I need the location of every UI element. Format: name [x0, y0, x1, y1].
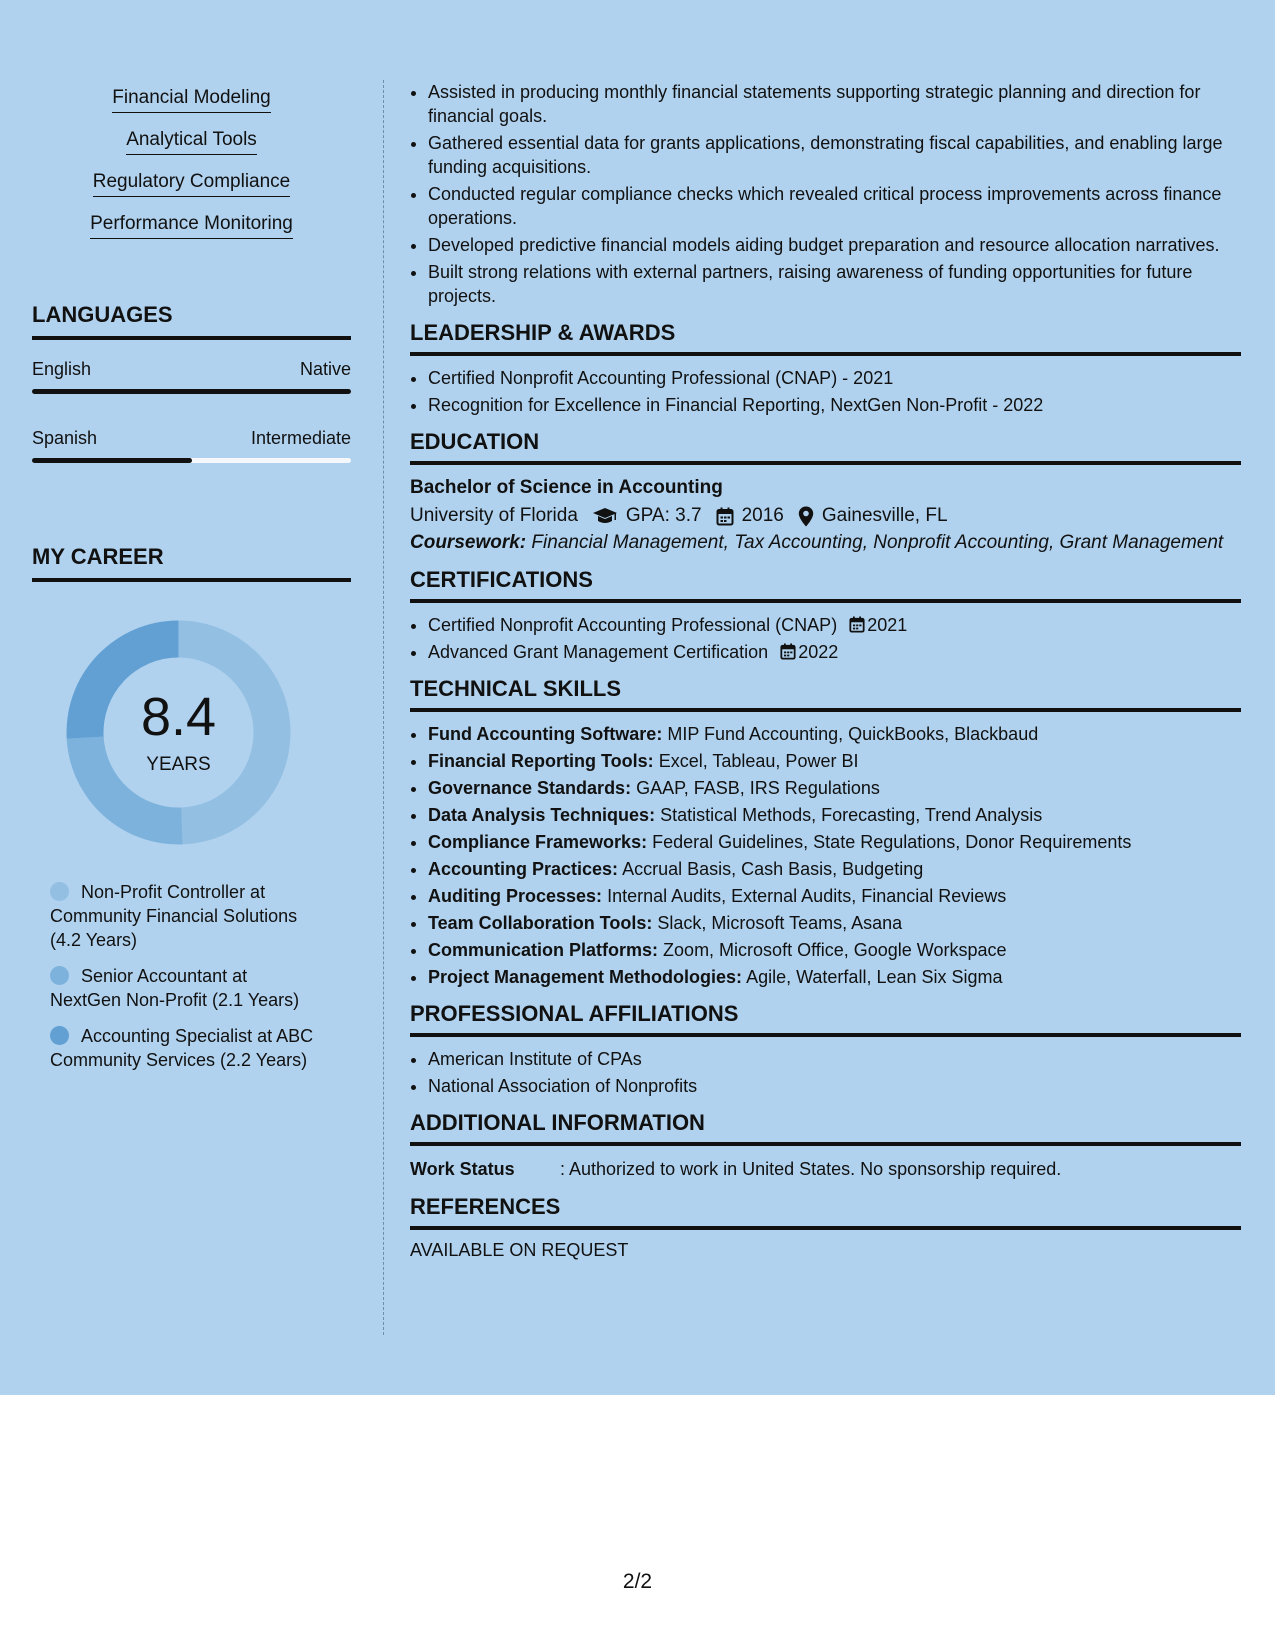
career-role-text: Accounting Specialist at ABC Community Services (2.2 Years): [50, 1026, 314, 1070]
location-pin-icon: [798, 506, 814, 527]
career-role: [50, 964, 320, 1012]
leadership-list: [410, 366, 1241, 417]
page-number: 2/2: [622, 1570, 653, 1593]
skill-value: MIP Fund Accounting, QuickBooks, Blackbaud: [667, 724, 1039, 744]
donut-segment: [67, 737, 183, 845]
career-role-text: Senior Accountant at NextGen Non-Profit (2.1 Years): [50, 966, 300, 1010]
list-item: [428, 911, 1241, 935]
skill-value: Zoom, Microsoft Office, Google Workspace: [663, 940, 1007, 960]
work-status-value: : Authorized to work in United States. No sponsorship required.: [560, 1159, 1062, 1179]
list-item: [428, 830, 1241, 854]
career-unit: YEARS: [146, 754, 211, 775]
list-item: • Built strong relations with external partners, raising awareness of funding opportunities for future projects.: [428, 260, 1241, 308]
career-donut-chart: [66, 620, 291, 845]
skill-label: Project Management Methodologies:: [428, 967, 743, 987]
language-bar-fill: [32, 389, 351, 394]
experience-bullets: [410, 80, 1241, 308]
language-bar: [32, 458, 351, 463]
language-bar: [32, 389, 351, 394]
calendar-icon: [849, 616, 865, 633]
gpa: GPA: 3.7: [625, 505, 702, 526]
skill-value: Federal Guidelines, State Regulations, Donor Requirements: [652, 832, 1132, 852]
calendar-icon: [780, 643, 796, 660]
technical-skills-list: [410, 722, 1241, 989]
career-total: 8.4: [140, 687, 217, 747]
skill-value: Excel, Tableau, Power BI: [658, 751, 859, 771]
references-text: AVAILABLE ON REQUEST: [410, 1240, 629, 1260]
language-level: Native: [299, 359, 351, 379]
calendar-icon: [716, 507, 734, 526]
list-item: [428, 965, 1241, 989]
skill-label: Fund Accounting Software:: [428, 724, 663, 744]
list-item: [428, 722, 1241, 746]
skill-label: Compliance Frameworks:: [428, 832, 648, 852]
list-item: • Recognition for Excellence in Financial Reporting, NextGen Non-Profit - 2022: [428, 393, 1241, 417]
skill-label: Data Analysis Techniques:: [428, 805, 656, 825]
certification-year: 2021: [867, 615, 908, 635]
leadership-heading: LEADERSHIP & AWARDS: [410, 320, 1241, 356]
list-item: • Conducted regular compliance checks which revealed critical process improvements across finance operations.: [428, 182, 1241, 230]
list-item: [428, 749, 1241, 773]
language-spanish: [32, 428, 351, 463]
skill-label: Governance Standards:: [428, 778, 632, 798]
references-heading: REFERENCES: [410, 1194, 1241, 1230]
language-name: Spanish: [32, 428, 98, 448]
technical-skills-heading: TECHNICAL SKILLS: [410, 676, 1241, 712]
keyword: Regulatory Compliance: [93, 170, 291, 197]
certifications-heading: CERTIFICATIONS: [410, 567, 1241, 603]
language-english: [32, 359, 351, 394]
affiliations-list: [410, 1047, 1241, 1098]
legend-dot: [50, 882, 69, 901]
education-details: [410, 501, 1241, 531]
list-item: [428, 857, 1241, 881]
languages-heading: LANGUAGES: [32, 302, 351, 340]
graduation-year: 2016: [741, 505, 784, 526]
career-heading: MY CAREER: [32, 544, 351, 582]
additional-info-heading: ADDITIONAL INFORMATION: [410, 1110, 1241, 1146]
work-status-label: Work Status: [410, 1159, 515, 1179]
career-legend: [50, 880, 320, 1084]
language-bar-fill: [32, 458, 192, 463]
certification-name: Advanced Grant Management Certification: [428, 642, 769, 662]
coursework-label: Coursework:: [410, 532, 527, 553]
legend-dot: [50, 966, 69, 985]
career-role: [50, 1024, 320, 1072]
language-level: Intermediate: [250, 428, 351, 448]
skill-value: Agile, Waterfall, Lean Six Sigma: [746, 967, 1003, 987]
keyword: Analytical Tools: [126, 128, 257, 155]
work-status: [410, 1156, 1241, 1182]
list-item: • Certified Nonprofit Accounting Professional (CNAP) - 2021: [428, 366, 1241, 390]
skill-label: Financial Reporting Tools:: [428, 751, 654, 771]
affiliations-heading: PROFESSIONAL AFFILIATIONS: [410, 1001, 1241, 1037]
list-item: • Assisted in producing monthly financial statements supporting strategic planning and direction for financial goals.: [428, 80, 1241, 128]
list-item: • National Association of Nonprofits: [428, 1074, 1241, 1098]
skill-label: Auditing Processes:: [428, 886, 603, 906]
degree-title: Bachelor of Science in Accounting: [410, 477, 723, 498]
list-item: [428, 613, 1241, 637]
school-location: Gainesville, FL: [821, 505, 948, 526]
skill-value: Accrual Basis, Cash Basis, Budgeting: [622, 859, 924, 879]
list-item: • Developed predictive financial models aiding budget preparation and resource allocation narratives.: [428, 233, 1241, 257]
skill-value: Slack, Microsoft Teams, Asana: [657, 913, 903, 933]
skill-value: Internal Audits, External Audits, Financial Reviews: [607, 886, 1007, 906]
list-item: • American Institute of CPAs: [428, 1047, 1241, 1071]
keyword: Financial Modeling: [112, 86, 270, 113]
list-item: [428, 938, 1241, 962]
keyword: Performance Monitoring: [90, 212, 293, 239]
career-role-text: Non-Profit Controller at Community Financial Solutions (4.2 Years): [50, 882, 298, 950]
coursework-list: Financial Management, Tax Accounting, Nonprofit Accounting, Grant Management: [531, 532, 1224, 553]
coursework: [410, 531, 1241, 555]
skill-value: Statistical Methods, Forecasting, Trend Analysis: [660, 805, 1043, 825]
list-item: [428, 803, 1241, 827]
skill-value: GAAP, FASB, IRS Regulations: [636, 778, 880, 798]
education-heading: EDUCATION: [410, 429, 1241, 465]
school-name: University of Florida: [410, 505, 578, 526]
certification-name: Certified Nonprofit Accounting Professional (CNAP): [428, 615, 838, 635]
career-role: [50, 880, 320, 952]
column-divider: [383, 80, 384, 1335]
certification-year: 2022: [798, 642, 839, 662]
skill-label: Communication Platforms:: [428, 940, 659, 960]
certifications-list: [410, 613, 1241, 664]
list-item: • Gathered essential data for grants applications, demonstrating fiscal capabilities, and enabling large funding acquisitions.: [428, 131, 1241, 179]
skill-label: Team Collaboration Tools:: [428, 913, 653, 933]
legend-dot: [50, 1026, 69, 1045]
list-item: [428, 640, 1241, 664]
keyword-list: [32, 86, 351, 254]
language-name: English: [32, 359, 92, 379]
graduation-cap-icon: [592, 507, 618, 525]
list-item: [428, 776, 1241, 800]
skill-label: Accounting Practices:: [428, 859, 619, 879]
list-item: [428, 884, 1241, 908]
right-column: [410, 80, 1241, 1261]
